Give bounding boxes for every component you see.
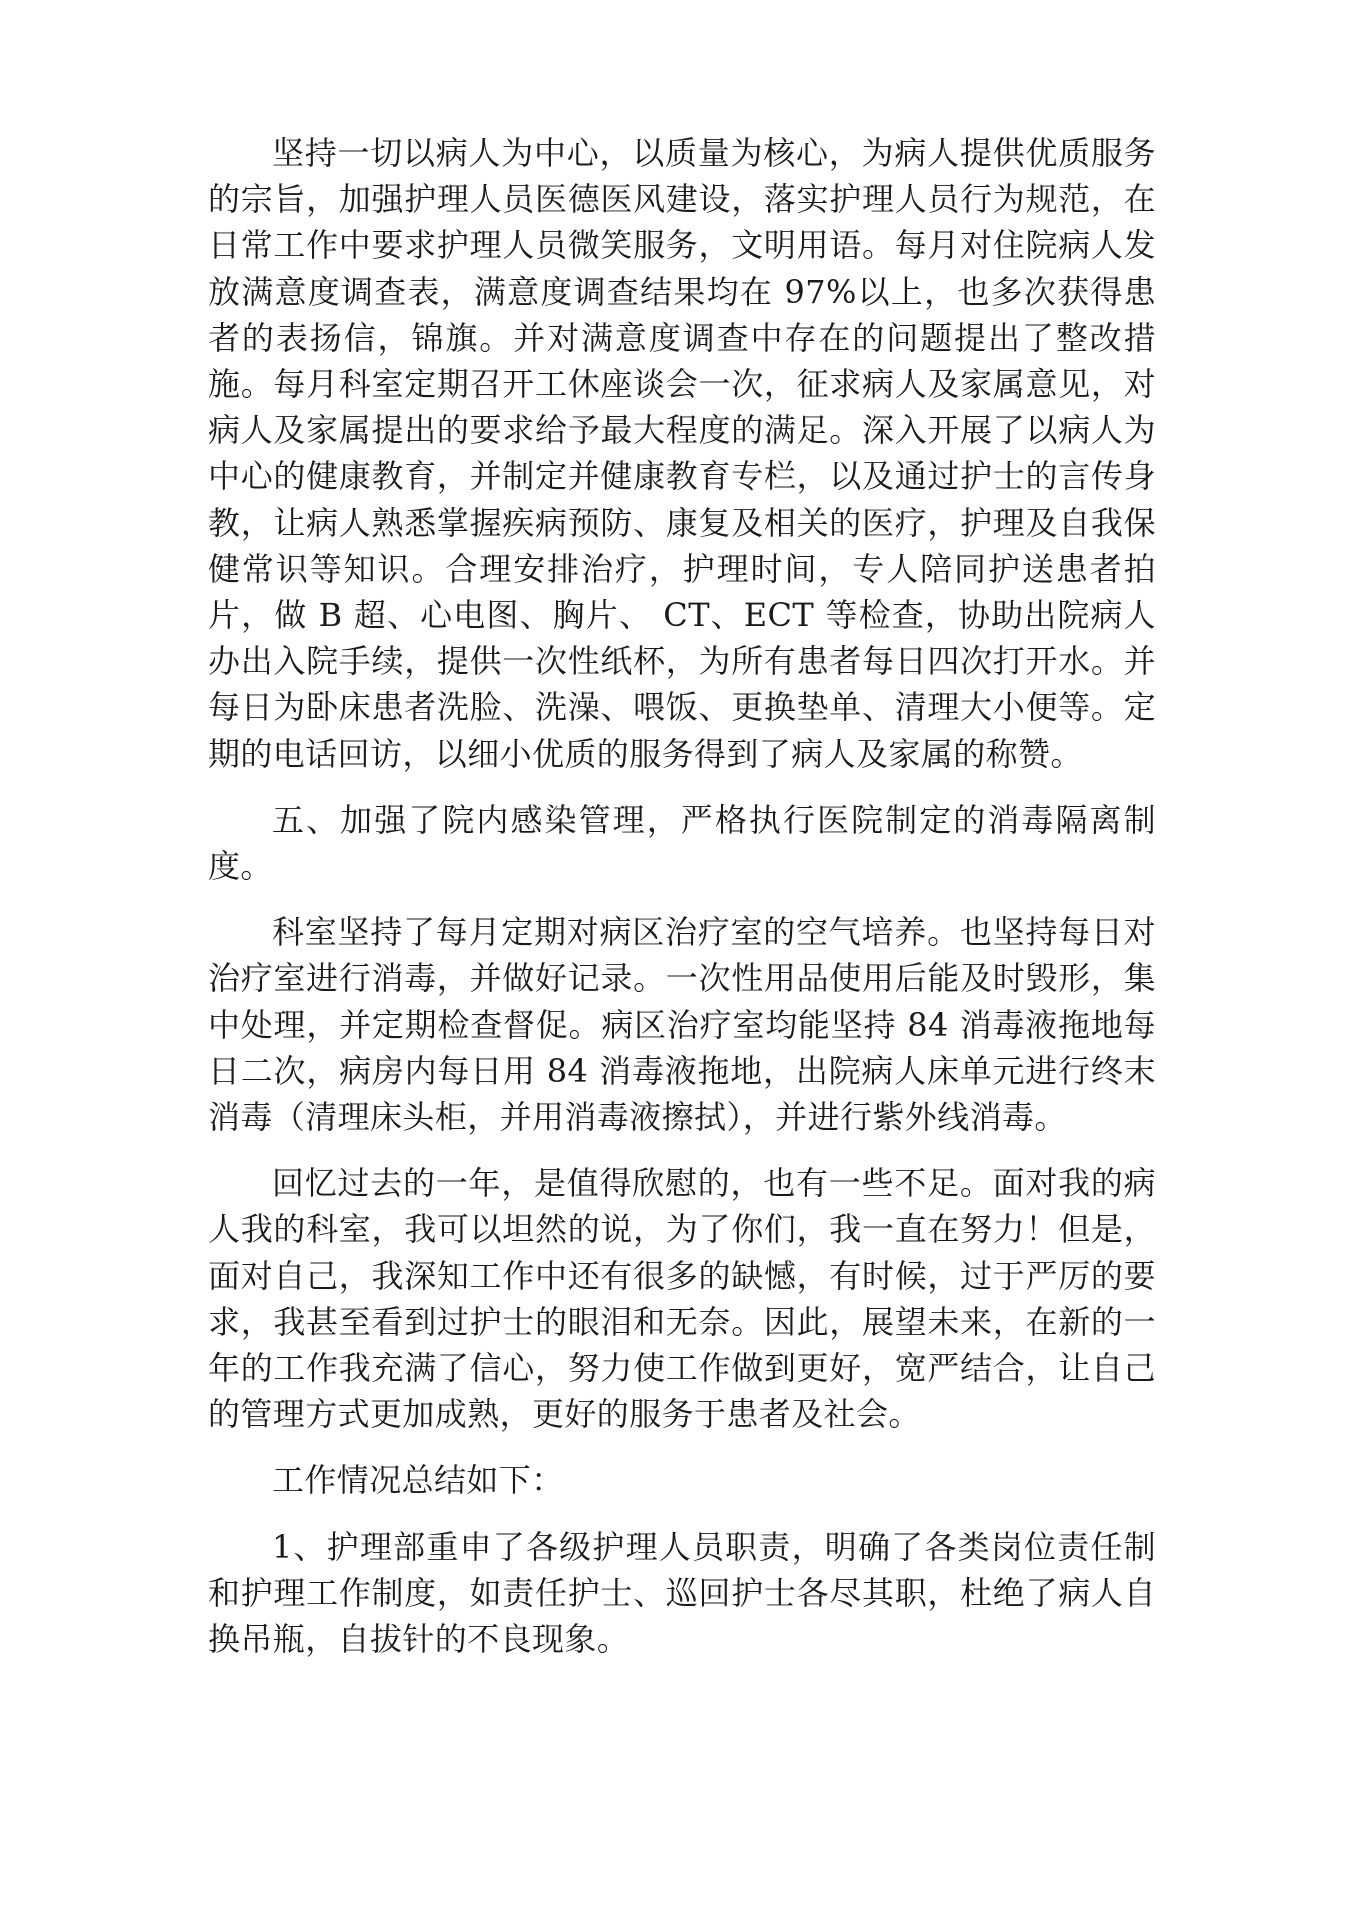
paragraph-patient-service: 坚持一切以病人为中心，以质量为核心，为病人提供优质服务的宗旨，加强护理人员医德医风建设，落实护理人员行为规范，在日常工作中要求护理人员微笑服务，文明用语。每月对住院病人发放满意度调查表，满意度调查结果均在 97%以上，也多次获得患者的表扬信，锦旗。并对满意度调查中存在的问题提出了整改措施。每月科室定期召开工休座谈会一次，征求病人及家属意见，对病人及家属提出的要求给予最大程度的满足。深入开展了以病人为中心的健康教育，并制定并健康教育专栏，以及通过护士的言传身教，让病人熟悉掌握疾病预防、康复及相关的医疗，护理及自我保健常识等知识。合理安排治疗，护理时间，专人陪同护送患者拍片，做 B 超、心电图、胸片、 CT、ECT 等检查，协助出院病人办出入院手续，提供一次性纸杯，为所有患者每日四次打开水。并每日为卧床患者洗脸、洗澡、喂饭、更换垫单、清理大小便等。定期的电话回访，以细小优质的服务得到了病人及家属的称赞。	[208, 134, 1156, 773]
paragraph-year-review: 回忆过去的一年，是值得欣慰的，也有一些不足。面对我的病人我的科室，我可以坦然的说，为了你们，我一直在努力！但是，面对自己，我深知工作中还有很多的缺憾，有时候，过于严厉的要求，我甚至看到过护士的眼泪和无奈。因此，展望未来，在新的一年的工作我充满了信心，努力使工作做到更好，宽严结合，让自己的管理方式更加成熟，更好的服务于患者及社会。	[208, 1164, 1156, 1434]
paragraph-item-1: 1、护理部重申了各级护理人员职责，明确了各类岗位责任制和护理工作制度，如责任护士、巡回护士各尽其职，杜绝了病人自换吊瓶，自拔针的不良现象。	[208, 1527, 1156, 1659]
paragraph-summary-heading: 工作情况总结如下：	[272, 1461, 564, 1500]
document-body	[208, 130, 1156, 1682]
paragraph-infection-control-heading: 五、加强了院内感染管理，严格执行医院制定的消毒隔离制度。	[208, 800, 1156, 886]
paragraph-disinfection: 科室坚持了每月定期对病区治疗室的空气培养。也坚持每日对治疗室进行消毒，并做好记录。一次性用品使用后能及时毁形，集中处理，并定期检查督促。病区治疗室均能坚持 84 消毒液拖地每日二次，病房内每日用 84 消毒液拖地，出院病人床单元进行终末消毒（清理床头柜，并用消毒液擦拭），并进行紫外线消毒。	[208, 913, 1156, 1137]
